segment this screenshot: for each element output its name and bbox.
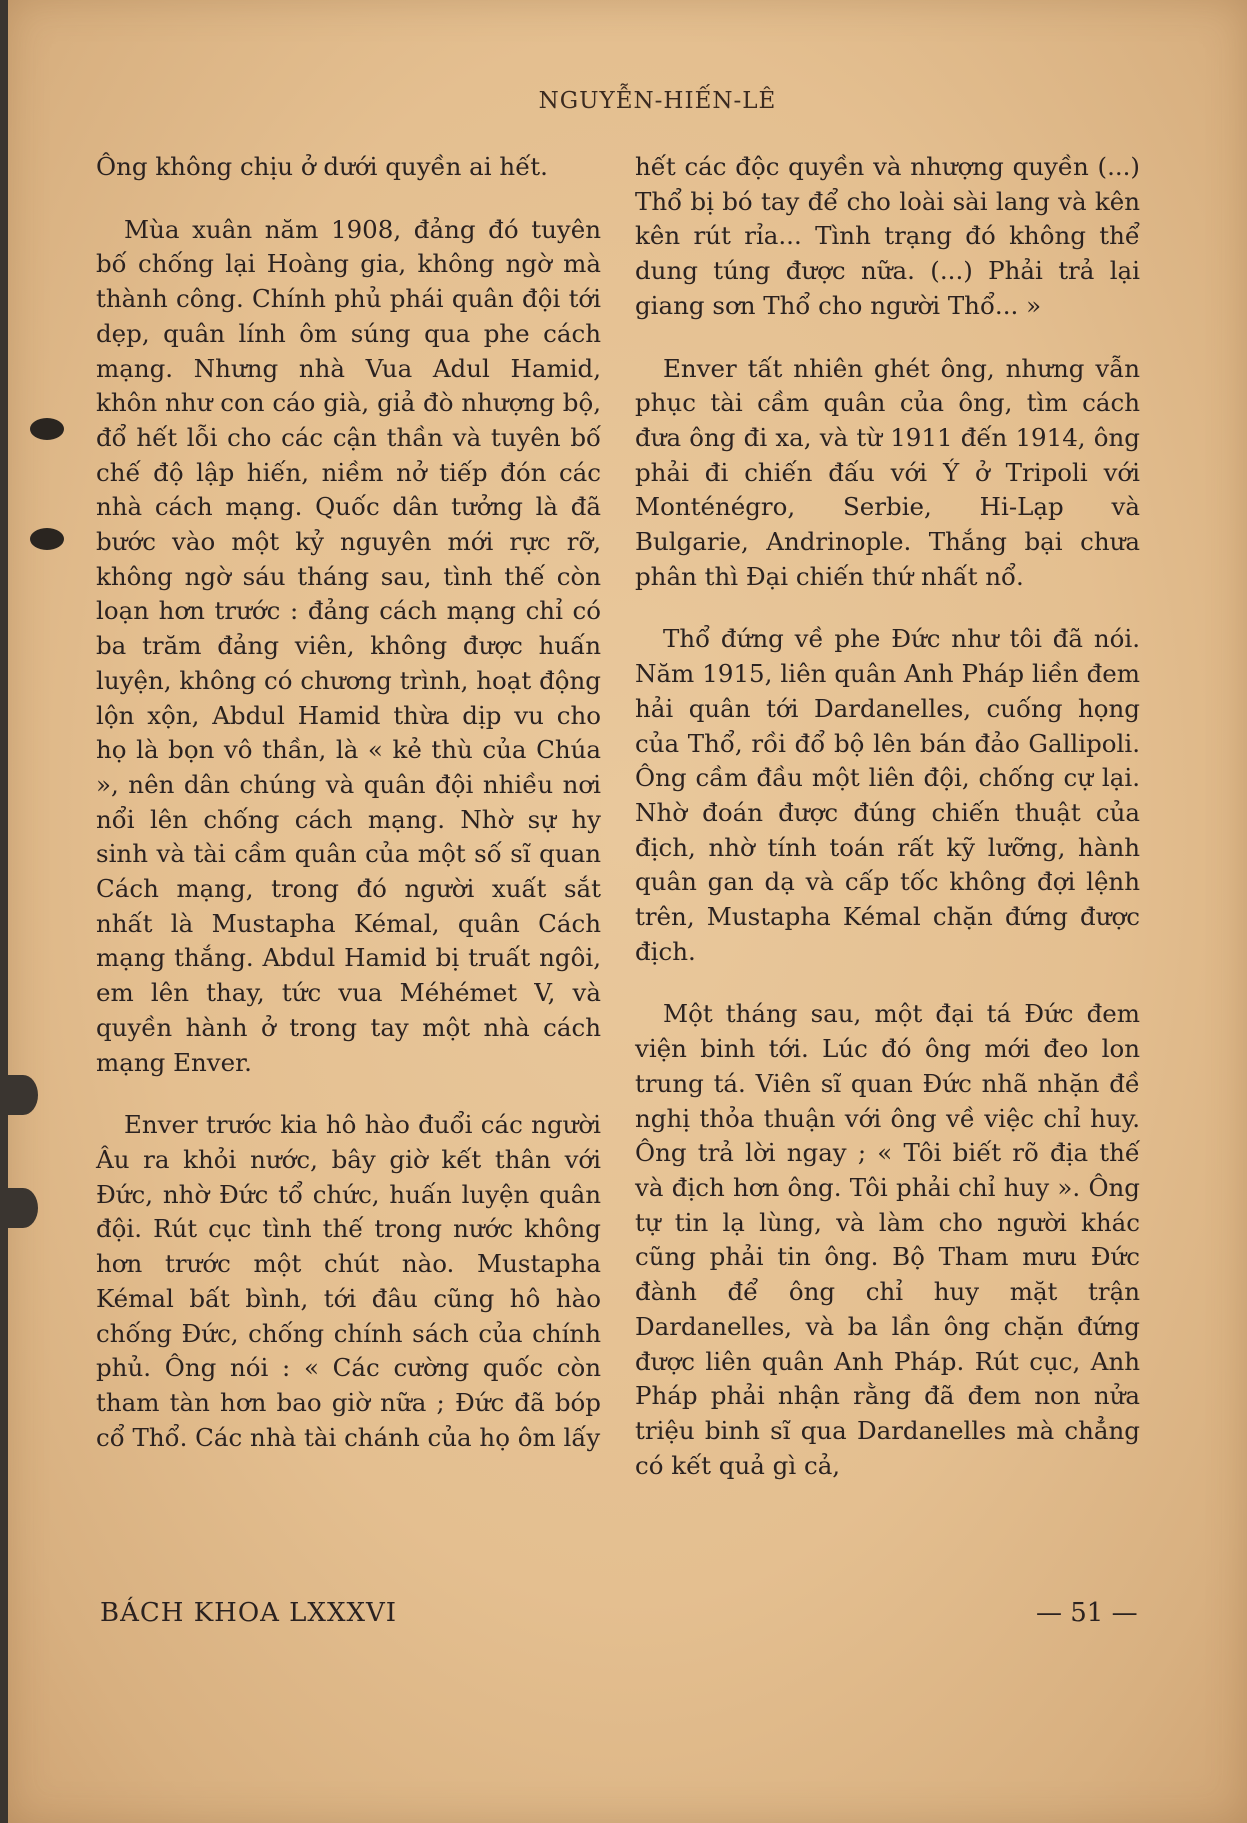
paragraph: Ông không chịu ở dưới quyền ai hết. bbox=[96, 152, 548, 181]
paragraph: Một tháng sau, một đại tá Đức đem viện binh tới. Lúc đó ông mới đeo lon trung tá. Viên sĩ quan Đức nhã nhặn đề nghị thỏa thuận với ông về việc chỉ huy. Ông trả lời ngay ; « Tôi biết rõ địa thế và địch hơn ông. Tôi phải chỉ huy ». Ông tự tin lạ lùng, và làm cho người khác cũng phải tin ông. Bộ Tham mưu Đức đành để ông chỉ huy mặt trận Dardanelles, và ba lần ông chặn đứng được liên quân Anh Pháp. Rút cục, Anh Pháp phải nhận rằng đã đem non nửa triệu binh sĩ qua Dardanelles mà chẳng có kết quả gì cả, bbox=[635, 999, 1140, 1480]
right-text-column bbox=[635, 150, 1140, 1483]
page-tear-1 bbox=[8, 1075, 38, 1115]
binding-hole-1 bbox=[30, 418, 64, 440]
binding-hole-2 bbox=[30, 528, 64, 550]
running-header: NGUYỄN-HIẾN-LÊ bbox=[538, 88, 777, 114]
paragraph: Thổ đứng về phe Đức như tôi đã nói. Năm 1915, liên quân Anh Pháp liền đem hải quân tới Dardanelles, cuống họng của Thổ, rồi đổ bộ lên bán đảo Gallipoli. Ông cầm đầu một liên đội, chống cự lại. Nhờ đoán được đúng chiến thuật của địch, nhờ tính toán rất kỹ lưỡng, hành quân gan dạ và cấp tốc không đợi lệnh trên, Mustapha Kémal chặn đứng được địch. bbox=[635, 624, 1140, 966]
paragraph: hết các độc quyền và nhượng quyền (...) Thổ bị bó tay để cho loài sài lang và kên kên rút rỉa... Tình trạng đó không thể dung túng được nữa. (...) Phải trả lại giang sơn Thổ cho người Thổ... » bbox=[635, 152, 1140, 320]
publication-footer: BÁCH KHOA LXXXVI bbox=[100, 1598, 398, 1628]
page-number: — 51 — bbox=[1036, 1598, 1138, 1628]
left-text-column bbox=[96, 150, 601, 1455]
paragraph: Enver trước kia hô hào đuổi các người Âu ra khỏi nước, bây giờ kết thân với Đức, nhờ Đức tổ chức, huấn luyện quân đội. Rút cục tình thế trong nước không hơn trước một chút nào. Mustapha Kémal bất bình, tới đâu cũng hô hào chống Đức, chống chính sách của chính phủ. Ông nói : « Các cường quốc còn tham tàn hơn bao giờ nữa ; Đức đã bóp cổ Thổ. Các nhà tài chánh của họ ôm lấy bbox=[96, 1110, 601, 1452]
page-tear-2 bbox=[8, 1188, 38, 1228]
book-page bbox=[8, 0, 1247, 1823]
paragraph: Enver tất nhiên ghét ông, nhưng vẫn phục tài cầm quân của ông, tìm cách đưa ông đi xa, và từ 1911 đến 1914, ông phải đi chiến đấu với Ý ở Tripoli với Monténégro, Serbie, Hi-Lạp và Bulgarie, Andrinople. Thắng bại chưa phân thì Đại chiến thứ nhất nổ. bbox=[635, 353, 1140, 591]
paragraph: Mùa xuân năm 1908, đảng đó tuyên bố chống lại Hoàng gia, không ngờ mà thành công. Chính phủ phái quân đội tới dẹp, quân lính ôm súng qua phe cách mạng. Nhưng nhà Vua Adul Hamid, khôn như con cáo già, giả đò nhượng bộ, đổ hết lỗi cho các cận thần và tuyên bố chế độ lập hiến, niềm nở tiếp đón các nhà cách mạng. Quốc dân tưởng là đã bước vào một kỷ nguyên mới rực rỡ, không ngờ sáu tháng sau, tình thế còn loạn hơn trước : đảng cách mạng chỉ có ba trăm đảng viên, không được huấn luyện, không có chương trình, hoạt động lộn xộn, Abdul Hamid thừa dịp vu cho họ là bọn vô thần, là « kẻ thù của Chúa », nên dân chúng và quân đội nhiều nơi nổi lên chống cách mạng. Nhờ sự hy sinh và tài cầm quân của một số sĩ quan Cách mạng, trong đó người xuất sắt nhất là Mustapha Kémal, quân Cách mạng thắng. Abdul Hamid bị truất ngôi, em lên thay, tức vua Méhémet V, và quyền hành ở trong tay một nhà cách mạng Enver. bbox=[96, 214, 601, 1077]
